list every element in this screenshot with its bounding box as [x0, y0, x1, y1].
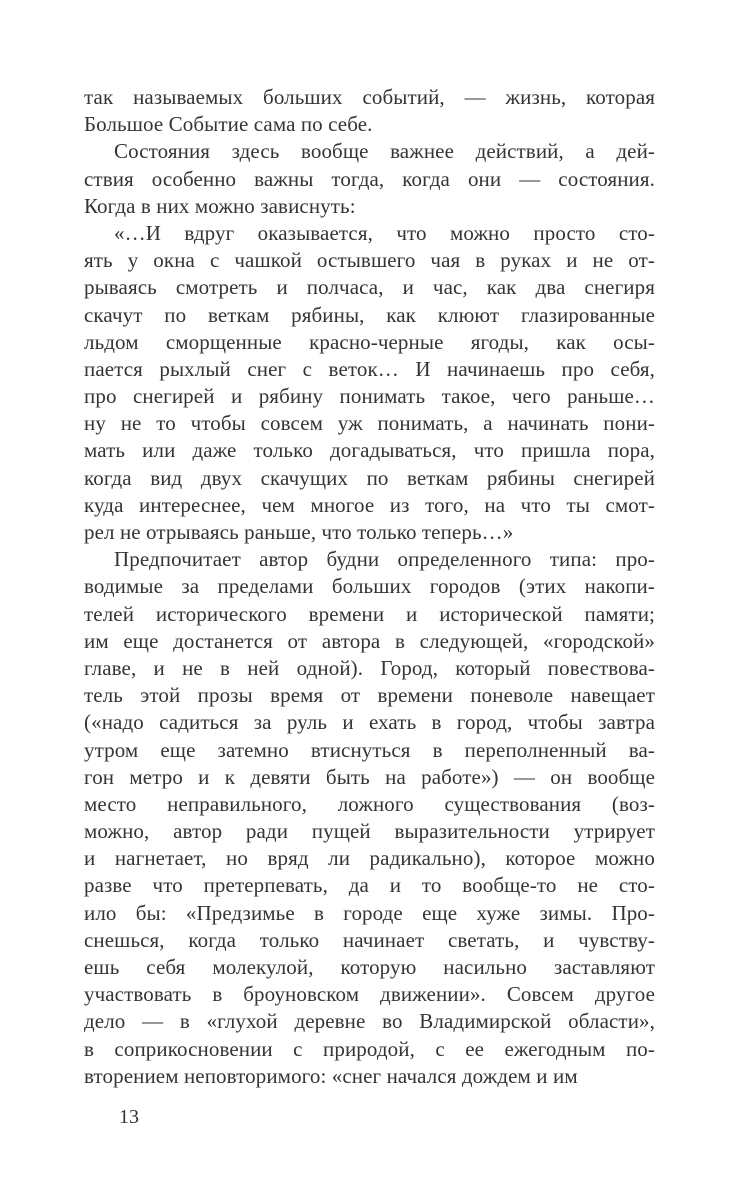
text-line: когда вид двух скачущих по веткам рябины снегирей	[84, 465, 655, 490]
text-line: дело — в «глухой деревне во Владимирской области»,	[84, 1009, 655, 1034]
text-line: ну не то чтобы совсем уж понимать, а начинать пони-	[84, 411, 655, 436]
text-line: снешься, когда только начинает светать, и чувству-	[84, 927, 655, 952]
text-line: и нагнетает, но вряд ли радикально), которое можно	[84, 846, 655, 871]
text-line: рываясь смотреть и полчаса, и час, как два снегиря	[84, 275, 655, 300]
paragraph	[84, 220, 655, 546]
text-line: им еще достанется от автора в следующей, «городской»	[84, 628, 655, 653]
text-line: пается рыхлый снег с веток… И начинаешь про себя,	[84, 356, 655, 381]
text-line: про снегирей и рябину понимать такое, чего раньше…	[84, 384, 655, 409]
text-line: Когда в них можно зависнуть:	[84, 193, 356, 218]
paragraph	[84, 138, 655, 220]
text-line: рел не отрываясь раньше, что только теперь…»	[84, 520, 514, 544]
text-line: ешь себя молекулой, которую насильно заставляют	[84, 955, 655, 979]
text-line: так называемых больших событий, — жизнь, которая	[84, 85, 655, 109]
text-line: водимые за пределами больших городов (этих накопи-	[84, 574, 655, 599]
text-line: утром еще затемно втиснуться в переполненный ва-	[84, 737, 655, 762]
text-line: льдом сморщенные красно-черные ягоды, как осы-	[84, 329, 655, 354]
text-line: можно, автор ради пущей выразительности утрирует	[84, 819, 655, 844]
text-line: Большое Событие сама по себе.	[84, 112, 373, 137]
paragraph	[84, 546, 655, 1090]
text-line: («надо садиться за руль и ехать в город, чтобы завтра	[84, 710, 655, 735]
text-line: «…И вдруг оказывается, что можно просто сто-	[114, 220, 655, 245]
text-line: ствия особенно важны тогда, когда они — состояния.	[84, 166, 655, 191]
text-line: мать или даже только догадываться, что пришла пора,	[84, 438, 655, 463]
text-line: вторением неповторимого: «снег начался дождем и им	[84, 1063, 578, 1088]
text-line: куда интереснее, чем многое из того, на что ты смот-	[84, 492, 655, 517]
text-line: участвовать в броуновском движении». Совсем другое	[84, 982, 655, 1007]
text-line: разве что претерпевать, да и то вообще-то не сто-	[84, 873, 655, 898]
text-line: главе, и не в ней одной). Город, который повествова-	[84, 655, 655, 680]
text-line: место неправильного, ложного существования (воз-	[84, 791, 655, 816]
text-line: ило бы: «Предзимье в городе еще хуже зимы. Про-	[84, 900, 655, 925]
text-line: Состояния здесь вообще важнее действий, а дей-	[114, 139, 655, 164]
page-text	[84, 84, 655, 1090]
text-line: ять у окна с чашкой остывшего чая в руках и не от-	[84, 248, 655, 273]
text-line: тель этой прозы время от времени поневоле навещает	[84, 683, 655, 708]
text-line: гон метро и к девяти быть на работе») — он вообще	[84, 764, 655, 789]
paragraph	[84, 84, 655, 138]
text-line: в соприкосновении с природой, с ее ежегодным по-	[84, 1036, 655, 1061]
page-number: 13	[119, 1106, 139, 1128]
text-line: Предпочитает автор будни определенного типа: про-	[114, 547, 655, 572]
text-line: скачут по веткам рябины, как клюют глазированные	[84, 302, 655, 327]
text-line: телей исторического времени и исторической памяти;	[84, 601, 655, 626]
